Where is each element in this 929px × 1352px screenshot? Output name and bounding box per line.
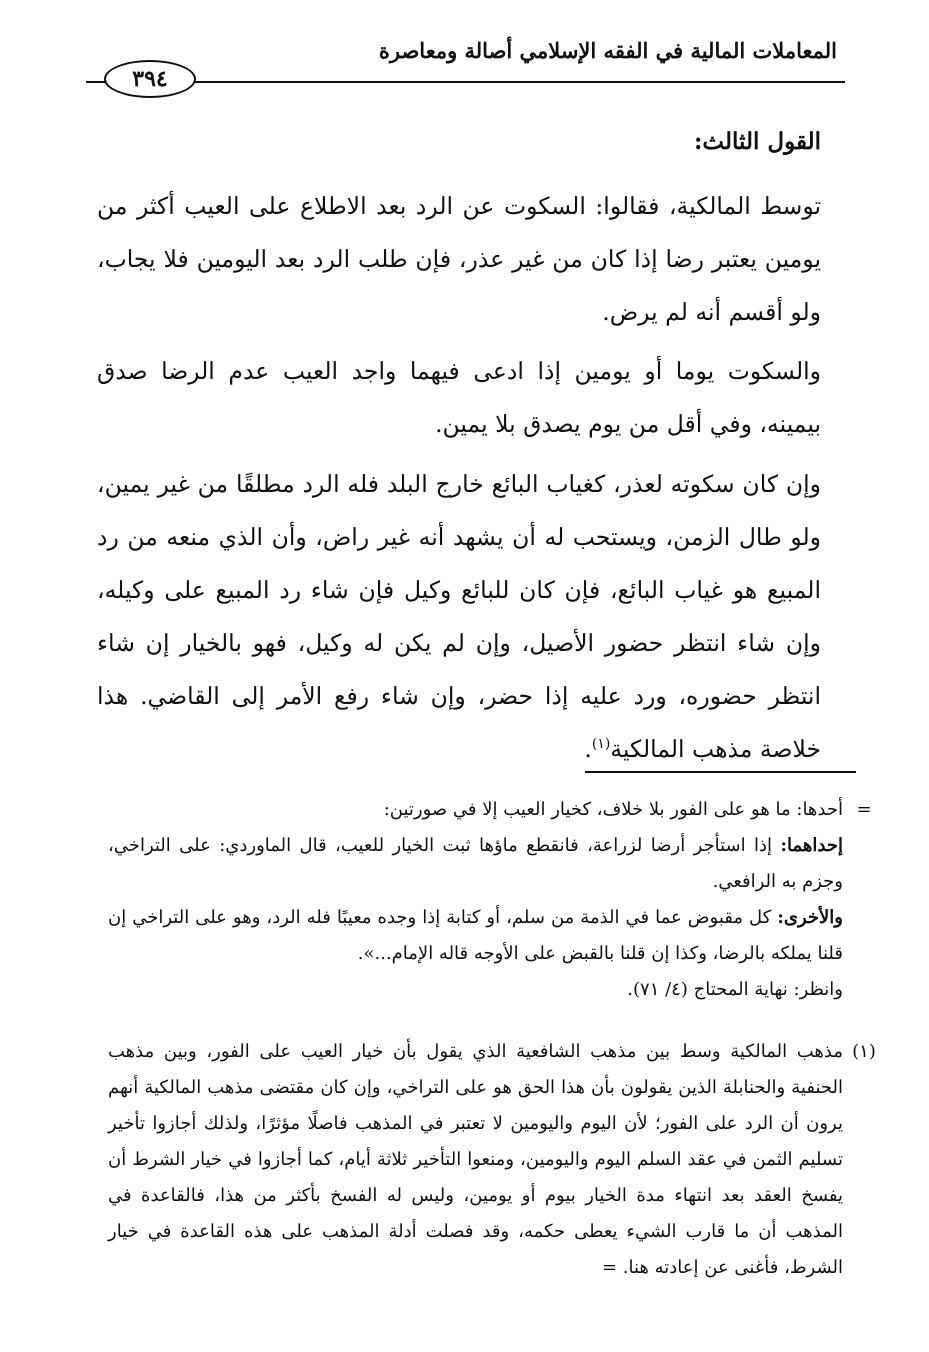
footnote-cont-para-3: [108, 900, 843, 972]
footnote-separator: [585, 771, 856, 773]
running-head-title: المعاملات المالية في الفقه الإسلامي أصالة ومعاصرة: [378, 38, 837, 63]
section-heading: القول الثالث:: [693, 128, 821, 155]
body-paragraph-3-text: وإن كان سكوته لعذر، كغياب البائع خارج البلد فله الرد مطلقًا من غير يمين، ولو طال الزمن، ويستحب له أن يشهد أنه غير راض، وأن الذي منعه من رد المبيع هو غياب البائع، فإن كان للبائع وكيل فإن شاء رد المبيع على وكيله، وإن شاء انتظر حضور الأصيل، وإن لم يكن له وكيل، فهو بالخيار إن شاء انتظر حضوره، ورد عليه إذا حضر، وإن شاء رفع الأمر إلى القاضي. هذا خلاصة مذهب المالكية: [97, 470, 821, 763]
footnote-cont-para-3-lead: والأخرى:: [777, 907, 843, 928]
footnote-cont-para-2-lead: إحداهما:: [780, 835, 843, 856]
header-rule: [86, 81, 845, 83]
footnote-ref-1: (١): [591, 736, 611, 753]
footnote-1: [108, 1034, 876, 1286]
footnote-cont-para-3-text: كل مقبوض عما في الذمة من سلم، أو كتابة إذا وجده معيبًا فله الرد، وهو على التراخي إن قلنا يملكه بالرضا، وكذا إن قلنا بالقبض على الأوجه قاله الإمام...».: [108, 907, 843, 964]
footnote-continuation: [108, 792, 872, 1008]
footnote-cont-para-2-text: إذا استأجر أرضا لزراعة، فانقطع ماؤها ثبت الخيار للعيب، قال الماوردي: على التراخي، وجزم به الرافعي.: [108, 835, 843, 892]
footnote-1-marker: (١): [852, 1041, 876, 1062]
footnote-cont-para-2: [108, 828, 843, 900]
continuation-marker: =: [856, 799, 872, 820]
body-paragraph-3-end: .: [584, 735, 592, 763]
footnote-cont-para-4: وانظر: نهاية المحتاج (٤/ ٧١).: [627, 979, 843, 1000]
body-paragraph-2: والسكوت يوما أو يومين إذا ادعى فيهما واجد العيب عدم الرضا صدق بيمينه، وفي أقل من يوم يصدق بلا يمين.: [97, 357, 821, 438]
body-paragraph-3: [97, 458, 821, 776]
body-paragraph-1: توسط المالكية، فقالوا: السكوت عن الرد بعد الاطلاع على العيب أكثر من يومين يعتبر رضا إذا كان من غير عذر، فإن طلب الرد بعد اليومين فلا يجاب، ولو أقسم أنه لم يرض.: [97, 192, 821, 326]
page-number: ٣٩٤: [104, 60, 196, 98]
footnote-cont-line-1: أحدها: ما هو على الفور بلا خلاف، كخيار العيب إلا في صورتين:: [383, 799, 843, 820]
footnote-1-text: مذهب المالكية وسط بين مذهب الشافعية الذي يقول بأن خيار العيب على الفور، وبين مذهب الحنفية والحنابلة الذين يقولون بأن هذا الحق هو على التراخي، وإن كان مقتضى مذهب المالكية أنهم يرون أن الرد على الفور؛ لأن اليوم واليومين لا تعتبر في المذهب فاصلًا مؤثرًا، ولذلك أجازوا تأخير تسليم الثمن في عقد السلم اليوم واليومين، ومنعوا التأخير ثلاثة أيام، كما أجازوا في خيار الشرط أن يفسخ العقد بعد انتهاء مدة الخيار بيوم أو يومين، وليس له الفسخ بأكثر من هذا، فالقاعدة في المذهب أن ما قارب الشيء يعطى حكمه، وقد فصلت أدلة المذهب على هذه القاعدة في خيار الشرط، فأغنى عن إعادته هنا. =: [108, 1041, 843, 1278]
